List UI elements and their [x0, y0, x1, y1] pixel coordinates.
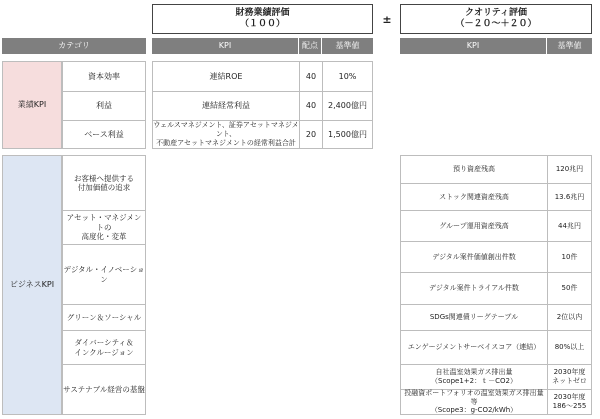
standard-value: 1,500億円 — [322, 120, 372, 148]
subcategory-asset-management: アセット・マネジメントの 高度化・変革 — [63, 210, 145, 244]
kpi-portfolio-ghg-emissions: 投融資ポートフォリオの温室効果ガス排出量等 （Scope3：g-CO2/kWh） — [401, 389, 547, 414]
standard-value: 2,400億円 — [322, 91, 372, 120]
subcategory-digital-innovation: デジタル・イノベーション — [63, 244, 145, 304]
business-subcategory-column — [62, 155, 146, 415]
quality-kpi-table — [400, 155, 592, 415]
subcategory-profit: 利益 — [63, 91, 145, 120]
financial-evaluation-title: 財務業績評価 （１００） — [152, 4, 373, 34]
kpi-engagement-survey: エンゲージメントサーベイスコア（連結） — [401, 330, 547, 364]
column-header-category: カテゴリ — [2, 38, 146, 54]
standard-value: 13.6兆円 — [547, 183, 591, 210]
performance-subcategory-column — [62, 61, 146, 149]
plus-minus-sign: ± — [382, 13, 392, 27]
kpi-consolidated-roe: 連結ROE — [209, 71, 243, 81]
kpi-assets-under-custody: 預り資産残高 — [453, 165, 495, 174]
subcategory-customer-value: お客様へ提供する 付加価値の追求 — [74, 173, 134, 192]
standard-value: 10% — [322, 62, 372, 91]
standard-value: 10件 — [547, 241, 591, 272]
standard-value: 44兆円 — [547, 210, 591, 241]
column-header-standard-financial: 基準値 — [322, 38, 373, 54]
standard-value: 120兆円 — [547, 156, 591, 183]
column-header-points: 配点 — [299, 38, 321, 54]
kpi-sdgs-league-table: SDGs関連債リーグテーブル — [401, 304, 547, 330]
subcategory-sustainable-management: サステナブル経営の基盤 — [63, 364, 145, 414]
subcategory-capital-efficiency: 資本効率 — [88, 71, 120, 81]
column-header-kpi-financial: KPI — [152, 38, 298, 54]
kpi-group-aum: グループ運用資産残高 — [401, 210, 547, 241]
category-business-kpi: ビジネスKPI — [2, 155, 62, 415]
kpi-stock-related-assets: ストック関連資産残高 — [401, 183, 547, 210]
subcategory-base-profit: ベース利益 — [63, 120, 145, 148]
column-header-kpi-quality: KPI — [400, 38, 546, 54]
points-value: 40 — [299, 91, 322, 120]
standard-value: 2030年度 186～255 — [547, 389, 591, 414]
performance-kpi-table — [152, 61, 373, 149]
standard-value: 50件 — [547, 272, 591, 304]
standard-value: 2030年度 ネットゼロ — [547, 364, 591, 389]
kpi-digital-value-creation: デジタル案件価値創出件数 — [401, 241, 547, 272]
points-value: 20 — [299, 120, 322, 148]
kpi-asset-management-ordinary-profit: ウェルスマネジメント、証券アセットマネジメント、 不動産アセットマネジメントの経常利益合計 — [153, 121, 299, 147]
standard-value: 2位以内 — [547, 304, 591, 330]
subcategory-green-social: グリーン＆ソーシャル — [63, 304, 145, 330]
kpi-digital-trials: デジタル案件トライアル件数 — [401, 272, 547, 304]
kpi-own-ghg-emissions: 自社温室効果ガス排出量 （Scope1+2：ｔ－CO2） — [401, 364, 547, 389]
kpi-consolidated-ordinary-profit: 連結経常利益 — [153, 91, 299, 120]
points-value: 40 — [299, 62, 322, 91]
category-performance-kpi: 業績KPI — [2, 61, 62, 149]
subcategory-diversity-inclusion: ダイバーシティ＆ インクルージョン — [63, 330, 145, 364]
standard-value: 80%以上 — [547, 330, 591, 364]
column-header-standard-quality: 基準値 — [547, 38, 592, 54]
quality-evaluation-title: クオリティ評価 （－２０～＋２０） — [400, 4, 592, 34]
